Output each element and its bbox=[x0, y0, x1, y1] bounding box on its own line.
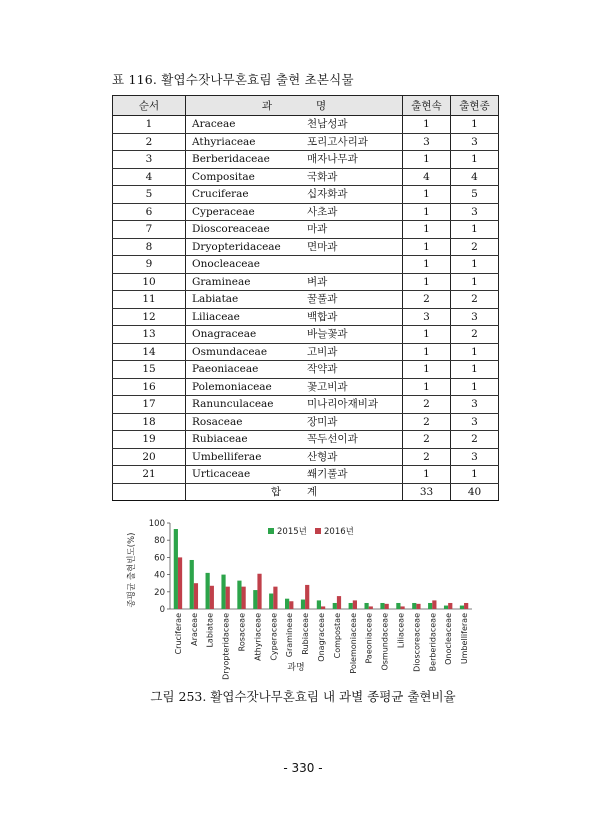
legend-label-2015: 2015년 bbox=[277, 527, 307, 537]
species-count: 1 bbox=[451, 378, 499, 396]
row-number: 14 bbox=[113, 343, 186, 361]
species-count: 3 bbox=[451, 413, 499, 431]
bar-2015-cruciferae bbox=[174, 529, 178, 609]
row-number: 16 bbox=[113, 378, 186, 396]
row-number: 10 bbox=[113, 273, 186, 291]
x-tick-label: Umbelliferae bbox=[460, 613, 470, 665]
family-latin: Rosaceae bbox=[186, 413, 303, 431]
family-korean: 고비과 bbox=[302, 343, 403, 361]
family-korean: 백합과 bbox=[302, 308, 403, 326]
species-count: 1 bbox=[451, 273, 499, 291]
table-row bbox=[113, 238, 499, 256]
row-number: 11 bbox=[113, 291, 186, 309]
x-tick-label: Labiatae bbox=[205, 613, 215, 648]
genus-count: 2 bbox=[403, 396, 451, 414]
bar-2015-rosaceae bbox=[237, 581, 241, 609]
x-tick-label: Gramineae bbox=[285, 613, 295, 658]
header-no: 순서 bbox=[113, 96, 186, 116]
species-count: 3 bbox=[451, 396, 499, 414]
species-count: 3 bbox=[451, 203, 499, 221]
species-count: 3 bbox=[451, 308, 499, 326]
genus-count: 4 bbox=[403, 168, 451, 186]
legend-swatch-2015 bbox=[268, 528, 274, 534]
family-latin: Osmundaceae bbox=[186, 343, 303, 361]
table-row bbox=[113, 343, 499, 361]
row-number: 18 bbox=[113, 413, 186, 431]
genus-count: 1 bbox=[403, 343, 451, 361]
legend-label-2016: 2016년 bbox=[324, 527, 354, 537]
species-count: 1 bbox=[451, 221, 499, 239]
table-row bbox=[113, 291, 499, 309]
bar-2016-paeoniaceae bbox=[369, 606, 373, 609]
species-count: 1 bbox=[451, 116, 499, 134]
species-count: 1 bbox=[451, 361, 499, 379]
y-tick-label: 0 bbox=[159, 605, 165, 615]
family-korean: 쐐기풀과 bbox=[302, 466, 403, 484]
row-number: 5 bbox=[113, 186, 186, 204]
table-header-row bbox=[113, 96, 499, 116]
genus-count: 1 bbox=[403, 151, 451, 169]
y-tick-label: 80 bbox=[154, 536, 165, 547]
family-latin: Urticaceae bbox=[186, 466, 303, 484]
table-row bbox=[113, 186, 499, 204]
table-row bbox=[113, 203, 499, 221]
family-latin: Polemoniaceae bbox=[186, 378, 303, 396]
bar-2016-araceae bbox=[194, 583, 198, 609]
row-number: 19 bbox=[113, 431, 186, 449]
page-number: - 330 - bbox=[283, 761, 323, 775]
family-latin: Athyriaceae bbox=[186, 133, 303, 151]
row-number: 15 bbox=[113, 361, 186, 379]
family-frequency-chart bbox=[110, 513, 500, 683]
x-tick-label: Compostae bbox=[332, 613, 342, 659]
y-tick-label: 60 bbox=[154, 553, 165, 564]
family-latin: Compositae bbox=[186, 168, 303, 186]
table-row bbox=[113, 273, 499, 291]
table-row bbox=[113, 466, 499, 484]
family-korean: 천남성과 bbox=[302, 116, 403, 134]
bar-2016-onocleaceae bbox=[448, 603, 452, 609]
genus-count: 2 bbox=[403, 291, 451, 309]
figure-caption: 그림 253. 활엽수잣나무혼효림 내 과별 종평균 출현비율 bbox=[150, 689, 456, 704]
row-number: 3 bbox=[113, 151, 186, 169]
family-korean bbox=[302, 256, 403, 274]
genus-count: 1 bbox=[403, 203, 451, 221]
species-count: 1 bbox=[451, 256, 499, 274]
row-number: 7 bbox=[113, 221, 186, 239]
bar-2015-polemoniaceae bbox=[349, 603, 353, 609]
table-row bbox=[113, 413, 499, 431]
x-tick-label: Onagraceae bbox=[317, 613, 326, 662]
x-tick-label: Berberidaceae bbox=[428, 613, 438, 672]
table-row bbox=[113, 326, 499, 344]
genus-count: 3 bbox=[403, 133, 451, 151]
herb-table bbox=[112, 95, 499, 501]
table-row bbox=[113, 116, 499, 134]
family-latin: Onagraceae bbox=[186, 326, 303, 344]
legend bbox=[268, 526, 354, 537]
table-row bbox=[113, 168, 499, 186]
bar-2015-cyperaceae bbox=[269, 594, 273, 609]
family-latin: Umbelliferae bbox=[186, 448, 303, 466]
family-latin: Onocleaceae bbox=[186, 256, 303, 274]
x-tick-labels bbox=[174, 613, 469, 680]
bar-2015-berberidaceae bbox=[428, 603, 432, 609]
table-total-row bbox=[113, 483, 499, 501]
family-korean: 포리고사리과 bbox=[302, 133, 403, 151]
species-count: 4 bbox=[451, 168, 499, 186]
bar-2016-athyriaceae bbox=[257, 574, 261, 609]
row-number: 2 bbox=[113, 133, 186, 151]
header-genus-count: 출현속 bbox=[403, 96, 451, 116]
x-tick-label: Araceae bbox=[189, 613, 199, 646]
table-row bbox=[113, 448, 499, 466]
genus-count: 1 bbox=[403, 466, 451, 484]
species-count: 2 bbox=[451, 291, 499, 309]
species-count: 2 bbox=[451, 238, 499, 256]
genus-count: 1 bbox=[403, 116, 451, 134]
table-row bbox=[113, 396, 499, 414]
bar-2015-dioscoreaceae bbox=[412, 603, 416, 609]
family-latin: Gramineae bbox=[186, 273, 303, 291]
family-latin: Liliaceae bbox=[186, 308, 303, 326]
genus-count: 1 bbox=[403, 221, 451, 239]
species-count: 5 bbox=[451, 186, 499, 204]
y-tick-label: 20 bbox=[154, 587, 165, 598]
bar-2016-rubiaceae bbox=[305, 585, 309, 609]
family-korean: 면마과 bbox=[302, 238, 403, 256]
table-row bbox=[113, 361, 499, 379]
genus-count: 2 bbox=[403, 431, 451, 449]
genus-count: 1 bbox=[403, 273, 451, 291]
bar-2016-umbelliferae bbox=[464, 603, 468, 609]
family-latin: Paeoniaceae bbox=[186, 361, 303, 379]
total-species: 40 bbox=[451, 483, 499, 501]
bar-2016-cyperaceae bbox=[273, 587, 277, 609]
y-tick-label: 100 bbox=[148, 519, 165, 529]
bar-2016-osmundaceae bbox=[385, 604, 389, 609]
row-number: 9 bbox=[113, 256, 186, 274]
row-number: 13 bbox=[113, 326, 186, 344]
table-row bbox=[113, 133, 499, 151]
genus-count: 2 bbox=[403, 448, 451, 466]
x-tick-label: Onocleaceae bbox=[444, 613, 454, 665]
family-latin: Araceae bbox=[186, 116, 303, 134]
bar-2015-gramineae bbox=[285, 599, 289, 609]
table-row bbox=[113, 378, 499, 396]
total-blank bbox=[113, 483, 186, 501]
family-korean: 벼과 bbox=[302, 273, 403, 291]
bar-2015-onagraceae bbox=[317, 600, 321, 609]
row-number: 12 bbox=[113, 308, 186, 326]
row-number: 1 bbox=[113, 116, 186, 134]
family-latin: Dioscoreaceae bbox=[186, 221, 303, 239]
header-species-count: 출현종 bbox=[451, 96, 499, 116]
bar-2015-osmundaceae bbox=[380, 603, 384, 609]
family-korean: 매자나무과 bbox=[302, 151, 403, 169]
bar-2016-rosaceae bbox=[242, 587, 246, 609]
bar-2016-liliaceae bbox=[400, 606, 404, 609]
genus-count: 1 bbox=[403, 256, 451, 274]
bar-2015-compostae bbox=[333, 603, 337, 609]
family-korean: 장미과 bbox=[302, 413, 403, 431]
x-tick-label: Paeoniaceae bbox=[364, 613, 374, 664]
family-korean: 꿀풀과 bbox=[302, 291, 403, 309]
bar-2015-liliaceae bbox=[396, 603, 400, 609]
table-caption: 표 116. 활엽수잣나무혼효림 출현 초본식물 bbox=[112, 72, 354, 87]
family-korean: 산형과 bbox=[302, 448, 403, 466]
bar-2015-onocleaceae bbox=[444, 606, 448, 609]
bar-2015-labiatae bbox=[206, 573, 210, 609]
bar-2015-rubiaceae bbox=[301, 600, 305, 609]
family-latin: Rubiaceae bbox=[186, 431, 303, 449]
bar-2016-cruciferae bbox=[178, 557, 182, 609]
family-latin: Cruciferae bbox=[186, 186, 303, 204]
family-latin: Labiatae bbox=[186, 291, 303, 309]
x-tick-label: Athyriaceae bbox=[253, 613, 263, 661]
family-korean: 사초과 bbox=[302, 203, 403, 221]
table-body bbox=[113, 116, 499, 501]
bar-2016-dryopteridaceae bbox=[226, 587, 230, 609]
bar-2016-gramineae bbox=[289, 601, 293, 609]
table-row bbox=[113, 256, 499, 274]
row-number: 21 bbox=[113, 466, 186, 484]
genus-count: 1 bbox=[403, 378, 451, 396]
bar-2016-labiatae bbox=[210, 586, 214, 609]
x-tick-label: Cruciferae bbox=[173, 613, 183, 655]
family-latin: Ranunculaceae bbox=[186, 396, 303, 414]
x-tick-label: Rubiaceae bbox=[301, 613, 311, 655]
x-tick-label: Liliaceae bbox=[396, 613, 406, 649]
genus-count: 2 bbox=[403, 413, 451, 431]
bar-2016-onagraceae bbox=[321, 606, 325, 609]
genus-count: 1 bbox=[403, 361, 451, 379]
table-row bbox=[113, 151, 499, 169]
legend-swatch-2016 bbox=[315, 528, 321, 534]
species-count: 2 bbox=[451, 326, 499, 344]
row-number: 20 bbox=[113, 448, 186, 466]
row-number: 17 bbox=[113, 396, 186, 414]
family-korean: 미나리아재비과 bbox=[302, 396, 403, 414]
x-tick-label: Cyperaceae bbox=[269, 613, 279, 661]
x-tick-label: Osmundaceae bbox=[380, 613, 390, 671]
y-tick-label: 40 bbox=[154, 570, 165, 581]
x-tick-label: Rosaceae bbox=[237, 613, 247, 652]
genus-count: 1 bbox=[403, 238, 451, 256]
family-korean: 꼭두선이과 bbox=[302, 431, 403, 449]
species-count: 3 bbox=[451, 133, 499, 151]
species-count: 1 bbox=[451, 466, 499, 484]
family-korean: 십자화과 bbox=[302, 186, 403, 204]
family-latin: Cyperaceae bbox=[186, 203, 303, 221]
species-count: 1 bbox=[451, 343, 499, 361]
total-label-b: 계 bbox=[307, 485, 318, 498]
x-tick-label: Polemoniaceae bbox=[348, 613, 358, 674]
family-korean: 작약과 bbox=[302, 361, 403, 379]
bar-2015-athyriaceae bbox=[253, 590, 257, 609]
family-korean: 국화과 bbox=[302, 168, 403, 186]
species-count: 2 bbox=[451, 431, 499, 449]
bar-2016-dioscoreaceae bbox=[416, 604, 420, 609]
bar-2015-araceae bbox=[190, 560, 194, 609]
bar-2016-berberidaceae bbox=[432, 600, 436, 609]
header-family: 과 명 bbox=[186, 96, 403, 116]
family-korean: 바늘꽃과 bbox=[302, 326, 403, 344]
bar-2015-umbelliferae bbox=[460, 606, 464, 609]
row-number: 4 bbox=[113, 168, 186, 186]
family-latin: Berberidaceae bbox=[186, 151, 303, 169]
row-number: 6 bbox=[113, 203, 186, 221]
species-count: 1 bbox=[451, 151, 499, 169]
table-row bbox=[113, 431, 499, 449]
bar-2015-paeoniaceae bbox=[364, 603, 368, 609]
table-row bbox=[113, 221, 499, 239]
genus-count: 1 bbox=[403, 326, 451, 344]
family-korean: 마과 bbox=[302, 221, 403, 239]
x-axis-label: 과명 bbox=[287, 663, 305, 673]
bar-2016-compostae bbox=[337, 596, 341, 609]
bars bbox=[174, 529, 469, 609]
row-number: 8 bbox=[113, 238, 186, 256]
genus-count: 3 bbox=[403, 308, 451, 326]
family-korean: 꽃고비과 bbox=[302, 378, 403, 396]
x-tick-label: Dryopteridaceae bbox=[221, 613, 231, 680]
x-tick-label: Dioscoreaceae bbox=[412, 613, 422, 672]
y-axis-label: 종평균 출현빈도(%) bbox=[127, 532, 137, 608]
total-genus: 33 bbox=[403, 483, 451, 501]
table-row bbox=[113, 308, 499, 326]
total-label bbox=[186, 483, 403, 501]
genus-count: 1 bbox=[403, 186, 451, 204]
total-label-a: 합 bbox=[270, 485, 281, 498]
bar-2016-polemoniaceae bbox=[353, 600, 357, 609]
bar-2015-dryopteridaceae bbox=[221, 575, 225, 609]
species-count: 3 bbox=[451, 448, 499, 466]
family-latin: Dryopteridaceae bbox=[186, 238, 303, 256]
